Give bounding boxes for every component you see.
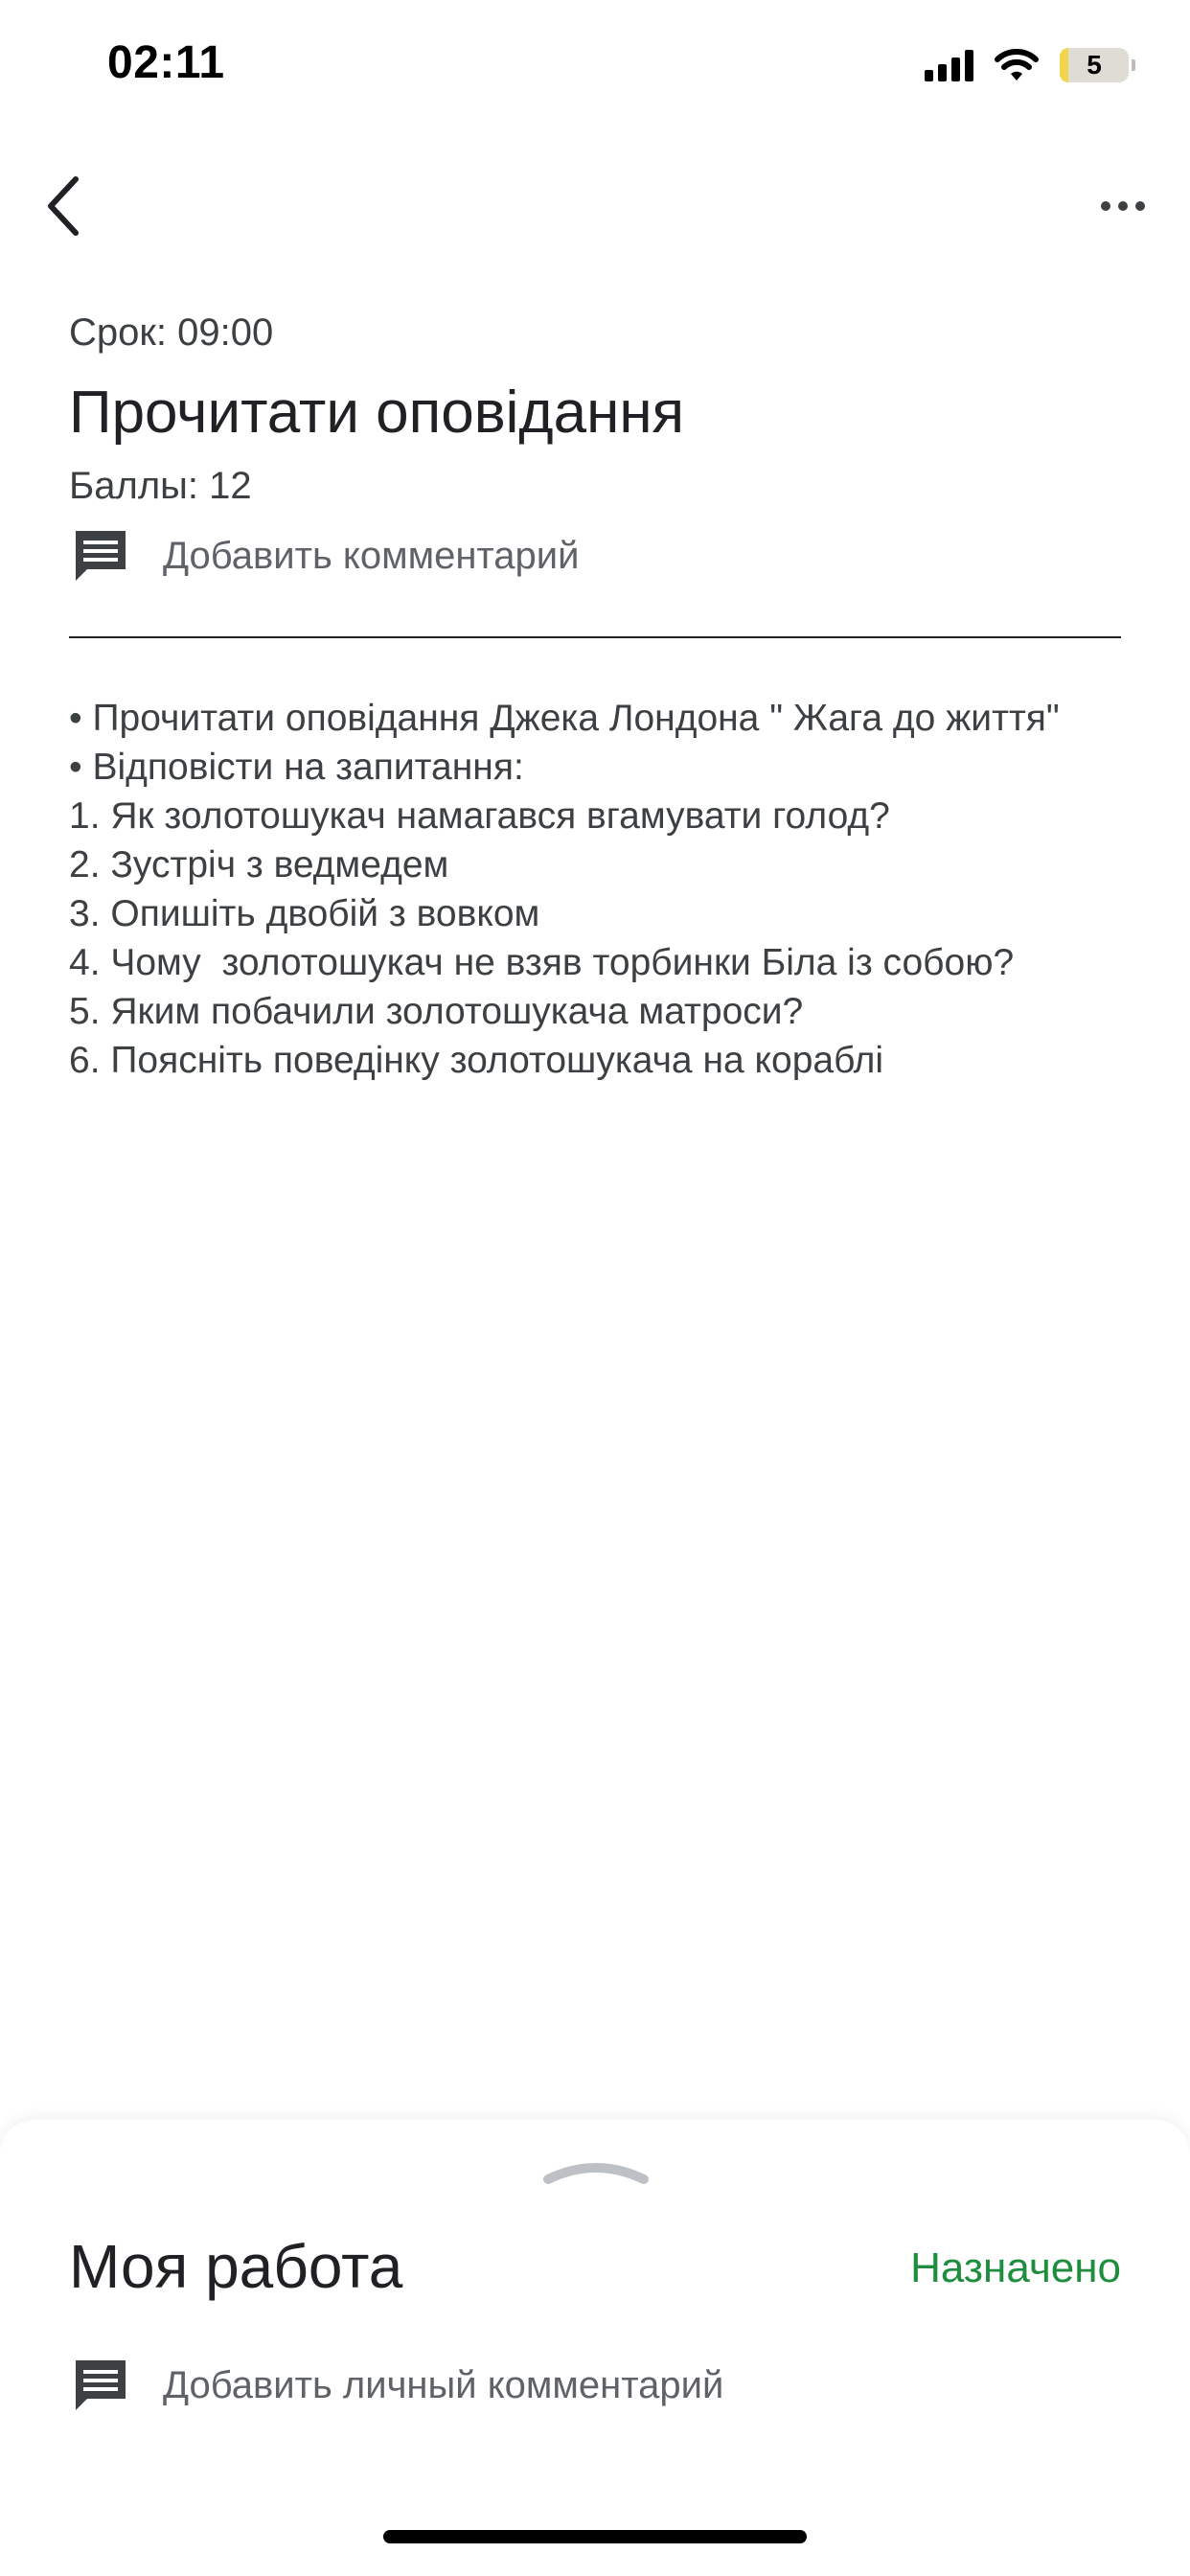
my-work-title: Моя работа [69,2232,403,2301]
add-class-comment-label: Добавить комментарий [163,534,580,577]
due-time: Срок: 09:00 [69,311,274,354]
sheet-expand-handle[interactable] [542,2149,650,2187]
description-line: 1. Як золотошукач намагався вгамувати голод? [69,795,890,837]
comment-icon [69,524,132,587]
more-options-button[interactable] [1085,172,1161,240]
comment-icon [69,2354,132,2417]
assignment-title: Прочитати оповідання [69,380,685,446]
chevron-left-icon [44,175,82,237]
description-line: 4. Чому золотошукач не взяв торбинки Біла із собою? [69,942,1015,983]
divider [69,636,1121,638]
assignment-status: Назначено [910,2244,1121,2291]
my-work-sheet [0,2120,1190,2576]
more-horizontal-icon [1101,201,1110,211]
description-line: 2. Зустріч з ведмедем [69,844,449,886]
home-indicator[interactable] [383,2530,807,2543]
chevron-up-icon [542,2149,650,2187]
add-class-comment-button[interactable] [69,522,579,589]
add-private-comment-label: Добавить личный комментарий [163,2363,724,2406]
battery-level: 5 [1087,50,1102,80]
status-icons [925,38,1129,92]
wifi-icon [995,48,1039,82]
assignment-description [69,694,1113,1085]
status-time: 02:11 [107,37,225,88]
back-button[interactable] [33,163,94,249]
description-line: • Відповісти на запитання: [69,747,524,788]
description-line: 5. Яким побачили золотошукача матроси? [69,991,804,1032]
description-line: 3. Опишіть двобій з вовком [69,893,540,934]
description-line: 6. Поясніть поведінку золотошукача на кораблі [69,1040,884,1081]
battery-icon [1060,48,1129,82]
cellular-signal-icon [925,49,973,81]
add-private-comment-button[interactable] [69,2352,723,2419]
assignment-points: Баллы: 12 [69,465,252,507]
description-line: • Прочитати оповідання Джека Лондона " Жага до життя" [69,698,1060,739]
